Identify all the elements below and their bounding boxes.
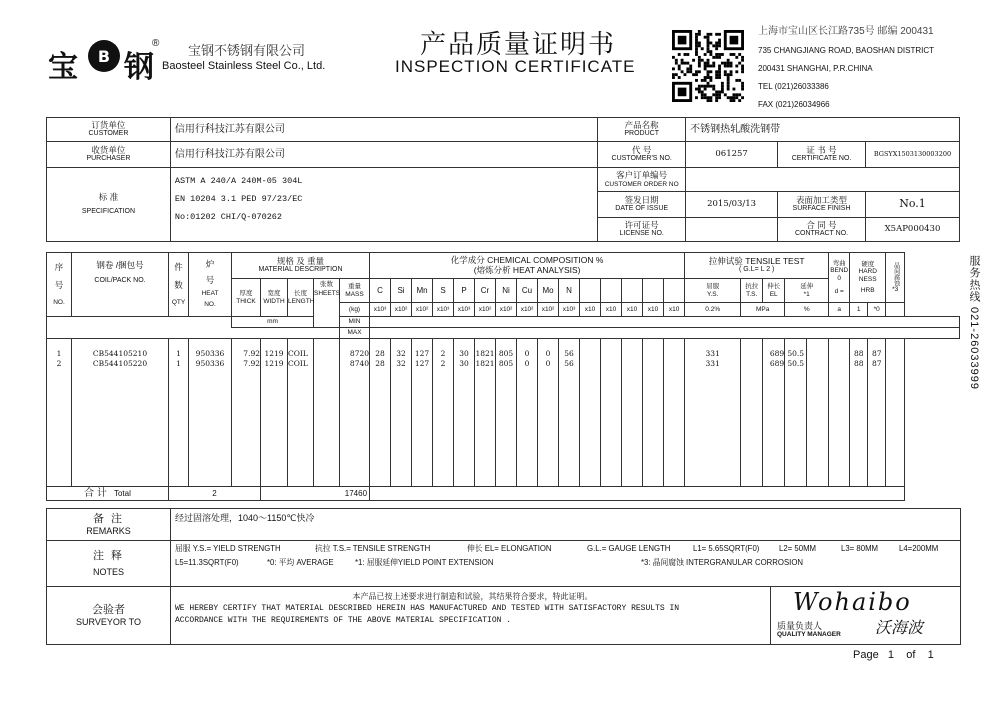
purchaser-label: 收货单位 PURCHASER: [47, 142, 171, 168]
cell-empty: [517, 371, 538, 487]
cell-chem: 805: [496, 339, 517, 359]
cell-el: 50.5: [785, 359, 807, 371]
order-value: [686, 168, 960, 192]
header-element-13: [643, 279, 664, 303]
cell-chem: [601, 359, 622, 371]
info-table: [46, 117, 960, 242]
cell-bend: [829, 359, 850, 371]
header-multiplier-13: x10: [643, 303, 664, 317]
cell-empty: [370, 371, 391, 487]
header-element-12: [622, 279, 643, 303]
cell-empty: [559, 371, 580, 487]
tel: TEL (021)26033386: [758, 82, 829, 91]
header-pct: %: [785, 303, 829, 317]
spec-value: ASTM A 240/A 240M-05 304L EN 10204 3.1 PED 97/23/EC No:01202 CHI/Q-070262: [170, 168, 597, 242]
code-value: 061257: [686, 142, 778, 168]
header-element-3: S: [433, 279, 454, 303]
cell-empty: [538, 371, 559, 487]
qm-label: 质量负责人 QUALITY MANAGER: [777, 621, 841, 639]
cert-label: 证 书 号 CERTIFICATE NO.: [778, 142, 866, 168]
cell-empty: [741, 371, 763, 487]
contract-label: 合 同 号 CONTRACT NO.: [778, 218, 866, 242]
cell-chem: 0: [517, 339, 538, 359]
header-mass: 重量 MASS: [340, 279, 370, 303]
cell-chem: 30: [454, 359, 475, 371]
header-multiplier-2: x10²: [412, 303, 433, 317]
cell-empty: [622, 371, 643, 487]
cell-mass: 8740: [340, 359, 370, 371]
date-label: 签发日期 DATE OF ISSUE: [598, 192, 686, 218]
cell-ext: [807, 359, 829, 371]
surveyor-label: 会验者 SURVEYOR TO: [47, 587, 171, 645]
header-mm-left-blank: [47, 317, 232, 328]
cell-qty: 1: [169, 359, 189, 371]
logo-text-gang: 钢: [124, 50, 155, 85]
cell-chem: 1821: [475, 359, 496, 371]
address-en-2: 200431 SHANGHAI, P.R.CHINA: [758, 64, 873, 73]
header-min-blank: [370, 317, 960, 328]
cell-empty: [807, 371, 829, 487]
cell-sheets: [314, 339, 340, 359]
total-row: [47, 487, 960, 501]
header-multiplier-12: x10: [622, 303, 643, 317]
header-multiplier-3: x10³: [433, 303, 454, 317]
address-en-1: 735 CHANGJIANG ROAD, BAOSHAN DISTRICT: [758, 46, 935, 55]
cell-chem: [622, 359, 643, 371]
header-element-0: C: [370, 279, 391, 303]
cell-chem: 56: [559, 359, 580, 371]
cell-empty: [886, 371, 905, 487]
header-seq: 序 号 NO.: [47, 253, 72, 317]
header-min: MIN: [340, 317, 370, 328]
cell-ts: 689: [763, 339, 785, 359]
header-tensile: 拉伸试验 TENSILE TEST ( G.L= L 2 ): [685, 253, 829, 279]
total-label: 合 计 Total: [47, 487, 169, 501]
table-row: [47, 359, 960, 371]
cell-chem: 0: [517, 359, 538, 371]
address-cn: 上海市宝山区长江路735号 邮编 200431: [758, 26, 934, 37]
notes-label: 注 释 NOTES: [47, 541, 171, 587]
cell-empty: [643, 371, 664, 487]
side-hotline: 服务热线 021-26033999: [968, 255, 980, 391]
cell-chem: [643, 339, 664, 359]
cell-ys: 331: [685, 359, 741, 371]
cell-hardness-1: 88: [850, 339, 868, 359]
header-element-10: [580, 279, 601, 303]
header-max-blank: [370, 328, 960, 339]
code-label: 代 号 CUSTOMER'S NO.: [598, 142, 686, 168]
cell-chem: 0: [538, 339, 559, 359]
total-mass: 17460: [261, 487, 370, 501]
cell-hardness-1: 88: [850, 359, 868, 371]
cell-empty: [169, 371, 189, 487]
remarks-text: 经过固溶处理，1040～1150℃快冷: [171, 509, 961, 541]
cell-ext: [807, 339, 829, 359]
cell-chem: [622, 339, 643, 359]
purchaser-value: 信用行科技江苏有限公司: [170, 142, 597, 168]
cell-width: 1219: [261, 339, 288, 359]
signature-en: Wohaibo: [793, 588, 912, 616]
company-name-en: Baosteel Stainless Steel Co., Ltd.: [162, 60, 326, 72]
logo-mark-icon: [88, 40, 120, 72]
header-multiplier-14: x10: [664, 303, 685, 317]
cell-coil: CB544105220: [72, 359, 169, 371]
logo-text-bao: 宝: [48, 50, 79, 85]
header-multiplier-4: x10³: [454, 303, 475, 317]
header-el: 伸长 EL: [763, 279, 785, 303]
notes-text: 屈服 Y.S.= YIELD STRENGTH 抗拉 T.S.= TENSILE STRENGTH 伸长 EL= ELONGATION G.L.= GAUGE LENGTH L1= 5.65SQRT(F0) L2= 50MM L3= 80MM L4=200MM L5=11.3SQRT(F0) *0: 平均 AVERAGE *1: 屈服延伸YIELD POINT EXTENSION *3: 晶间腐蚀 INTERGRANULAR CORROSION: [171, 541, 961, 587]
header-multiplier-8: x10²: [538, 303, 559, 317]
lower-table: [46, 508, 961, 645]
header-multiplier-0: x10³: [370, 303, 391, 317]
cell-empty: [314, 371, 340, 487]
table-filler-row: [47, 371, 960, 487]
cell-no: 2: [47, 359, 72, 371]
signature-cn: 沃海波: [875, 618, 924, 637]
header-multiplier-7: x10²: [517, 303, 538, 317]
cell-chem: 28: [370, 339, 391, 359]
finish-value: No.1: [865, 192, 959, 218]
page-indicator: Page 1 of 1: [853, 649, 934, 661]
cell-chem: 32: [391, 339, 412, 359]
header-length: 长度 LENGTH: [288, 279, 314, 317]
cell-empty: [580, 371, 601, 487]
svg-text:B: B: [97, 47, 111, 66]
header-ts: 抗拉 T.S.: [741, 279, 763, 303]
cell-thick: 7.92: [232, 339, 261, 359]
table-row: [47, 339, 960, 359]
cell-empty: [868, 371, 886, 487]
cell-empty: [601, 371, 622, 487]
contract-value: X5AP000430: [865, 218, 959, 242]
header-hard-0: *0: [868, 303, 886, 317]
cell-igc: [886, 359, 905, 371]
header-element-9: N: [559, 279, 580, 303]
cell-chem: [580, 339, 601, 359]
cell-chem: 0: [538, 359, 559, 371]
header-qty: 件 数 QTY: [169, 253, 189, 317]
cell-empty: [850, 371, 868, 487]
header-element-2: Mn: [412, 279, 433, 303]
title-en: INSPECTION CERTIFICATE: [395, 57, 636, 76]
cell-chem: 28: [370, 359, 391, 371]
header-mass-unit: (kg): [340, 303, 370, 317]
finish-label: 表面加工类型 SURFACE FINISH: [778, 192, 866, 218]
remarks-label: 备 注 REMARKS: [47, 509, 171, 541]
cell-hardness-2: 87: [868, 339, 886, 359]
cell-chem: 30: [454, 339, 475, 359]
header-mpa: MPa: [741, 303, 785, 317]
cell-chem: 127: [412, 339, 433, 359]
cell-ys: 331: [685, 339, 741, 359]
cell-chem: 2: [433, 359, 454, 371]
cell-coil: CB544105210: [72, 339, 169, 359]
cell-el: 50.5: [785, 339, 807, 359]
cell-empty: [47, 371, 72, 487]
cell-chem: [664, 359, 685, 371]
cell-sheets: [314, 359, 340, 371]
header-element-5: Cr: [475, 279, 496, 303]
cell-empty: [454, 371, 475, 487]
cell-empty: [664, 371, 685, 487]
cell-empty: [785, 371, 807, 487]
header-material: 规格 及 重量 MATERIAL DESCRIPTION: [232, 253, 370, 279]
header-ext: 延伸 *1: [785, 279, 829, 303]
cell-empty: [763, 371, 785, 487]
header-multiplier-1: x10²: [391, 303, 412, 317]
header-hard-1: 1: [850, 303, 868, 317]
cell-empty: [261, 371, 288, 487]
cell-empty: [412, 371, 433, 487]
header-thick: 厚度 THICK: [232, 279, 261, 317]
cell-qty: 1: [169, 339, 189, 359]
cell-length: COIL: [288, 359, 314, 371]
product-value: 不锈钢热轧酸洗钢带: [686, 118, 960, 142]
cell-chem: 127: [412, 359, 433, 371]
cell-width: 1219: [261, 359, 288, 371]
cell-heat: 950336: [189, 359, 232, 371]
total-blank: [370, 487, 905, 501]
cell-chem: [580, 359, 601, 371]
header-multiplier-11: x10: [601, 303, 622, 317]
order-label: 客户订单编号 CUSTOMER ORDER NO: [598, 168, 686, 192]
header-element-14: [664, 279, 685, 303]
header-multiplier-5: x10²: [475, 303, 496, 317]
cell-chem: 805: [496, 359, 517, 371]
cell-igc: [886, 339, 905, 359]
registered-mark: ®: [152, 38, 160, 49]
header-multiplier-9: x10³: [559, 303, 580, 317]
header-ys-sub: 0.2%: [685, 303, 741, 317]
cell-length: COIL: [288, 339, 314, 359]
header-element-11: [601, 279, 622, 303]
cell-ts: 689: [763, 359, 785, 371]
cell-hardness-2: 87: [868, 359, 886, 371]
header-bend-a: a: [829, 303, 850, 317]
header-multiplier-10: x10: [580, 303, 601, 317]
header-ys: 屈服 Y.S.: [685, 279, 741, 303]
fax: FAX (021)26034966: [758, 100, 830, 109]
header-igc-blank: [886, 303, 905, 317]
header-element-7: Cu: [517, 279, 538, 303]
cell-chem: [643, 359, 664, 371]
cell-mass: 8720: [340, 339, 370, 359]
header-element-8: Mo: [538, 279, 559, 303]
header-width: 宽度 WIDTH: [261, 279, 288, 317]
header-max: MAX: [340, 328, 370, 339]
header-chemical: 化学成分 CHEMICAL COMPOSITION % (熔炼分析 HEAT ANALYSIS): [370, 253, 685, 279]
spec-label: 标 准 SPECIFICATION: [47, 168, 171, 242]
title-cn: 产品质量证明书: [420, 30, 617, 60]
cert-value: BGSYX1503130003200: [865, 142, 959, 168]
cell-thick: 7.92: [232, 359, 261, 371]
cell-chem: [601, 339, 622, 359]
header-hardness: 硬度 HARD NESS HRB: [850, 253, 886, 303]
cell-empty: [685, 371, 741, 487]
cell-empty: [829, 371, 850, 487]
cell-blank: [741, 359, 763, 371]
header-igc: 晶间腐蚀 *3: [886, 253, 905, 303]
header-element-4: P: [454, 279, 475, 303]
cell-empty: [340, 371, 370, 487]
customer-value: 信用行科技江苏有限公司: [170, 118, 597, 142]
header-sheets: 张数 SHEETS: [314, 279, 340, 328]
main-table: [46, 252, 960, 501]
header-bend: 弯曲 BEND 0 d =: [829, 253, 850, 303]
header-coil: 钢卷 /捆包号 COIL/PACK NO.: [72, 253, 169, 317]
cell-empty: [288, 371, 314, 487]
header-heat: 炉 号 HEAT NO.: [189, 253, 232, 317]
cell-chem: 32: [391, 359, 412, 371]
header-mm: mm: [232, 317, 314, 328]
license-value: [686, 218, 778, 242]
total-qty: 2: [169, 487, 261, 501]
product-label: 产品名称 PRODUCT: [598, 118, 686, 142]
cell-blank: [741, 339, 763, 359]
date-value: 2015/03/13: [686, 192, 778, 218]
license-label: 许可证号 LICENSE NO.: [598, 218, 686, 242]
cell-empty: [475, 371, 496, 487]
cell-empty: [72, 371, 169, 487]
header-multiplier-6: x10²: [496, 303, 517, 317]
qr-code-icon: [672, 30, 744, 102]
header-max-left-blank: [47, 328, 340, 339]
header-element-6: Ni: [496, 279, 517, 303]
cell-chem: 1821: [475, 339, 496, 359]
cell-empty: [232, 371, 261, 487]
header-element-1: Si: [391, 279, 412, 303]
cell-empty: [433, 371, 454, 487]
cell-bend: [829, 339, 850, 359]
certification-text: 本产品已按上述要求进行制造和试验，其结果符合要求，特此证明。 WE HEREBY CERTIFY THAT MATERIAL DESCRIBED HEREIN HAS MANUFACTURED AND TESTED WITH SATISFACTORY RESULTS IN ACCORDANCE WITH THE REQUIREMENTS OF THE ABOVE MATERIAL SPECIFICATION .: [171, 587, 771, 645]
cell-empty: [496, 371, 517, 487]
cell-empty: [391, 371, 412, 487]
cell-chem: 2: [433, 339, 454, 359]
cell-chem: 56: [559, 339, 580, 359]
quality-manager-box: [771, 587, 961, 645]
cell-no: 1: [47, 339, 72, 359]
cell-empty: [189, 371, 232, 487]
customer-label: 订货单位 CUSTOMER: [47, 118, 171, 142]
company-name-cn: 宝钢不锈钢有限公司: [188, 43, 306, 58]
cell-chem: [664, 339, 685, 359]
cell-heat: 950336: [189, 339, 232, 359]
